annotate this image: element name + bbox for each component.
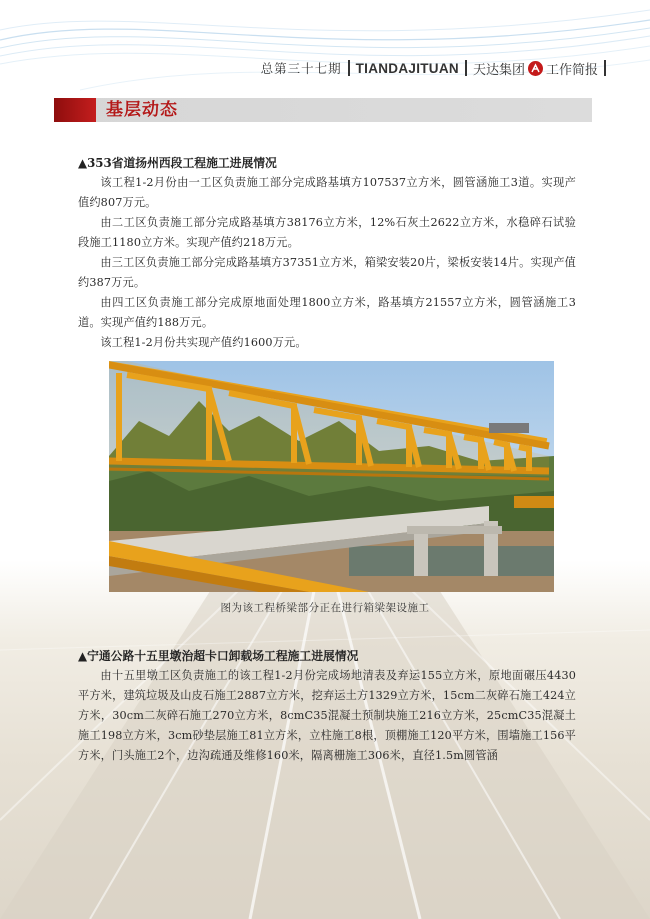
article-paragraph: 由十五里墩工区负责施工的该工程1-2月份完成场地清表及弃运155立方米，原地面碾压4430平方米，建筑垃圾及山皮石施工2887立方米，挖弃运土方1329立方米，15cm二灰碎石施工424立方米，30cm二灰碎石施工270立方米，8cmC35混凝土预制块施工216立方米，25cmC35混凝土施工198立方米，3cm砂垫层施工81立方米，立柱施工8根，顶棚施工120平方米，围墙施工156平方米，门头施工2个，边沟疏通及维修160米，隔离栅施工306米，直径1.5m圆管涵: [78, 669, 576, 762]
article-353-road: [78, 153, 576, 353]
article-ningtong-road: [78, 646, 576, 766]
header-divider: [604, 60, 606, 76]
article-paragraph: 由三工区负责施工部分完成路基填方37351立方米，箱梁安装20片，梁板安装14片。实现产值约387万元。: [78, 256, 576, 289]
header-divider: [348, 60, 350, 76]
article-paragraph: 该工程1-2月份共实现产值约1600万元。: [100, 336, 307, 349]
section-title: 基层动态: [106, 100, 178, 120]
company-name: 天达集团: [472, 62, 525, 78]
article-paragraph: 由四工区负责施工部分完成原地面处理1800立方米，路基填方21557立方米，圆管涵施工3道。实现产值约188万元。: [78, 296, 576, 329]
page-header: [261, 58, 612, 78]
section-accent-bar: [54, 98, 96, 122]
publication-name: 工作简报: [545, 62, 598, 78]
tianda-logo-icon: [528, 61, 543, 76]
article-heading: ▲宁通公路十五里墩治超卡口卸载场工程施工进展情况: [78, 649, 359, 663]
article-paragraph: 该工程1-2月份由一工区负责施工部分完成路基填方107537立方米，圆管涵施工3道。实现产值约807万元。: [78, 176, 576, 209]
section-header: [54, 98, 592, 122]
bridge-construction-photo: [109, 361, 554, 592]
article-paragraph: 由二工区负责施工部分完成路基填方38176立方米，12%石灰土2622立方米，水稳碎石试验段施工1180立方米。实现产值约218万元。: [78, 216, 576, 249]
header-wave-decoration: [0, 0, 650, 95]
brand-name: TIANDAJITUAN: [355, 60, 459, 76]
photo-caption: 图为该工程桥梁部分正在进行箱梁架设施工: [220, 602, 430, 614]
article-heading: ▲353省道扬州西段工程施工进展情况: [78, 156, 277, 170]
header-divider: [465, 60, 467, 76]
issue-number: 总第三十七期: [260, 61, 342, 76]
